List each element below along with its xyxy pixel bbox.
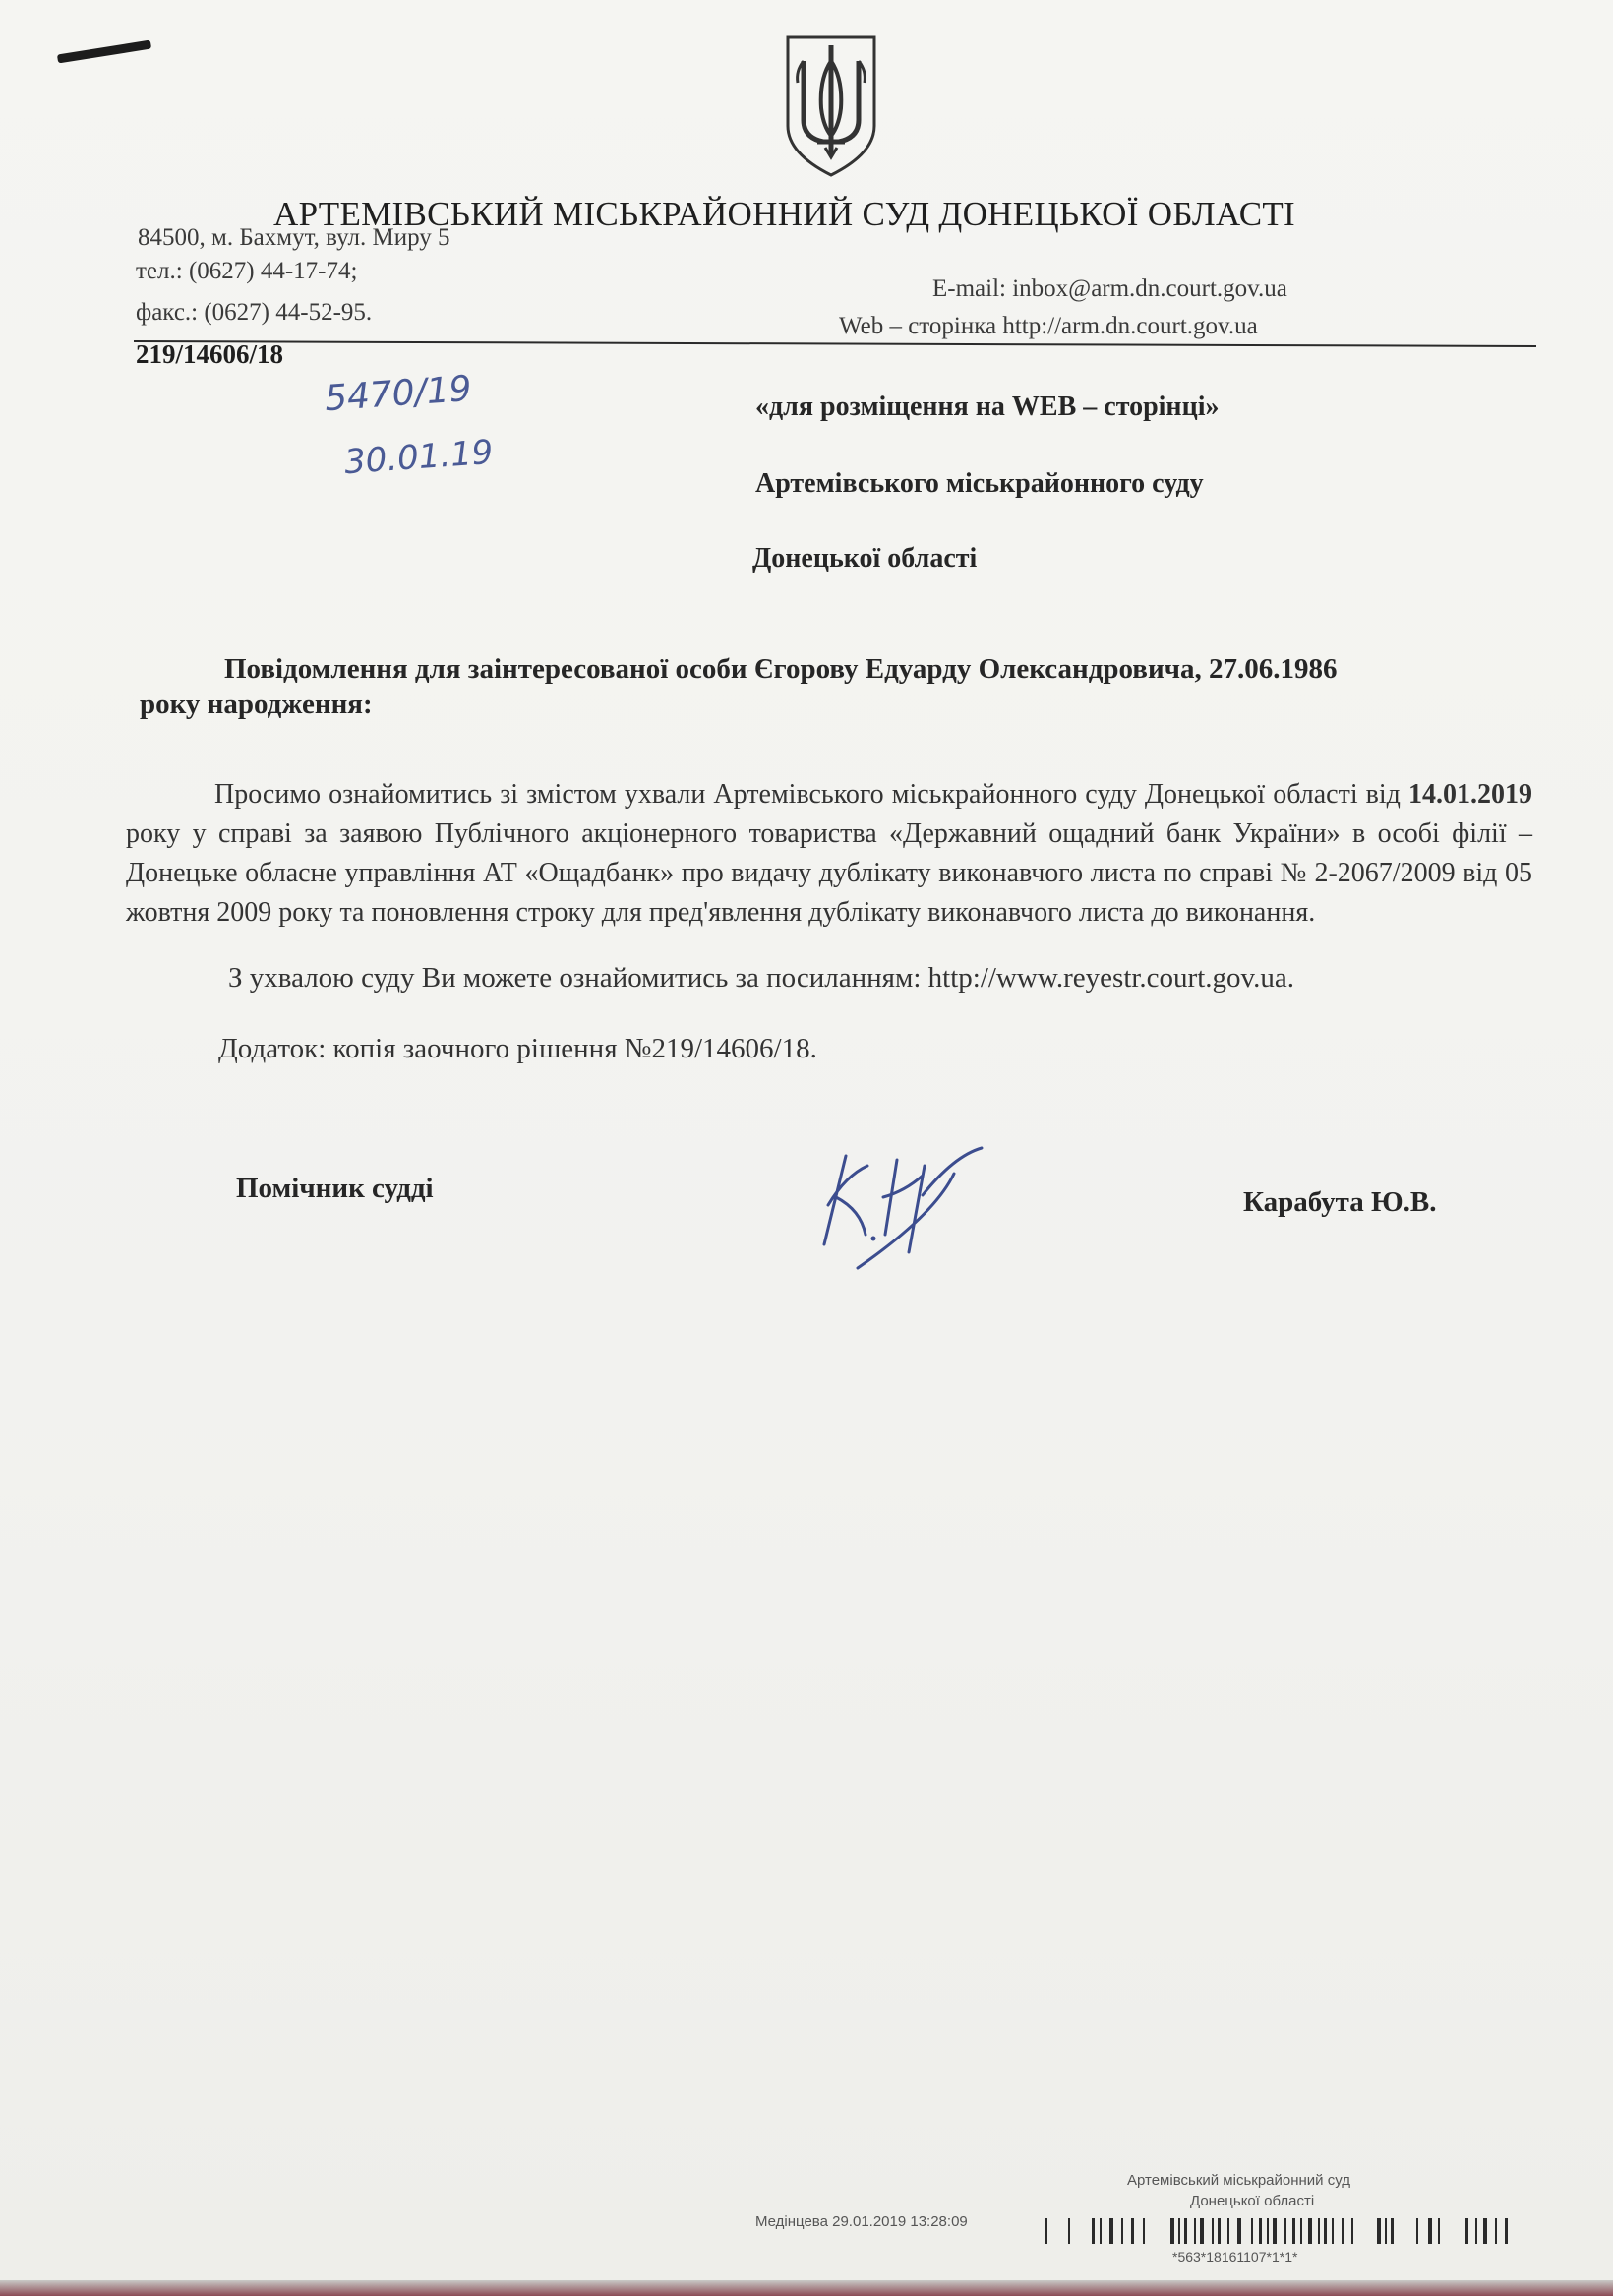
- ruling-date: 14.01.2019: [1408, 779, 1532, 810]
- request-text-start: Просимо ознайомитись зі змістом ухвали Артемівського міськрайонного суду Донецької області від: [214, 779, 1408, 810]
- signer-name: Карабута Ю.В.: [1243, 1186, 1437, 1218]
- notice-heading-line-2: року народження:: [140, 689, 373, 720]
- case-number: 219/14606/18: [136, 339, 284, 369]
- margin-mark: [57, 40, 151, 64]
- stamp-org-line-1: Артемівський міськрайонний суд: [1127, 2172, 1350, 2189]
- court-phone: тел.: (0627) 44-17-74;: [136, 258, 358, 284]
- handwritten-incoming-number: 5470/19: [323, 368, 473, 420]
- signer-role: Помічник судді: [236, 1173, 434, 1204]
- notice-heading-line-1: Повідомлення для заінтересованої особи Єгорову Едуарду Олександровича, 27.06.1986: [224, 653, 1338, 685]
- stamp-org-line-2: Донецької області: [1190, 2193, 1315, 2209]
- scan-bottom-edge: [0, 2280, 1613, 2296]
- recipient-line-1: «для розміщення на WEB – сторінці»: [755, 392, 1220, 422]
- header-divider: [134, 340, 1536, 347]
- registry-barcode: [1045, 2216, 1512, 2252]
- barcode-text: *563*18161107*1*1*: [1172, 2249, 1298, 2265]
- court-website: Web – сторінка http://arm.dn.court.gov.ua: [839, 313, 1258, 339]
- recipient-line-3: Донецької області: [752, 543, 978, 574]
- coat-of-arms-emblem: [782, 31, 880, 179]
- court-fax: факс.: (0627) 44-52-95.: [136, 299, 373, 326]
- court-email: E-mail: inbox@arm.dn.court.gov.ua: [932, 275, 1287, 302]
- handwritten-incoming-date: 30.01.19: [342, 432, 495, 483]
- court-name-heading: АРТЕМІВСЬКИЙ МІСЬКРАЙОННИЙ СУД ДОНЕЦЬКОЇ ОБЛАСТІ: [273, 195, 1296, 233]
- registry-link-line: З ухвалою суду Ви можете ознайомитись за посиланням: http://www.reyestr.court.gov.ua.: [228, 962, 1295, 994]
- request-paragraph: [126, 775, 1532, 933]
- court-address: 84500, м. Бахмут, вул. Миру 5: [138, 224, 450, 251]
- request-text-end: року у справі за заявою Публічного акціонерного товариства «Державний ощадний банк України» в особі філії – Донецьке обласне управління АТ «Ощадбанк» про видачу дублікату виконавчого листа по справі № 2-2067/2009 від 05 жовтня 2009 року та поновлення строку для пред'явлення дублікату виконавчого листа до виконання.: [126, 818, 1532, 928]
- handwritten-signature: [806, 1136, 1013, 1274]
- attachment-line: Додаток: копія заочного рішення №219/14606/18.: [218, 1033, 817, 1064]
- registration-stamp: Медінцева 29.01.2019 13:28:09: [755, 2213, 968, 2230]
- recipient-line-2: Артемівського міськрайонного суду: [755, 468, 1204, 499]
